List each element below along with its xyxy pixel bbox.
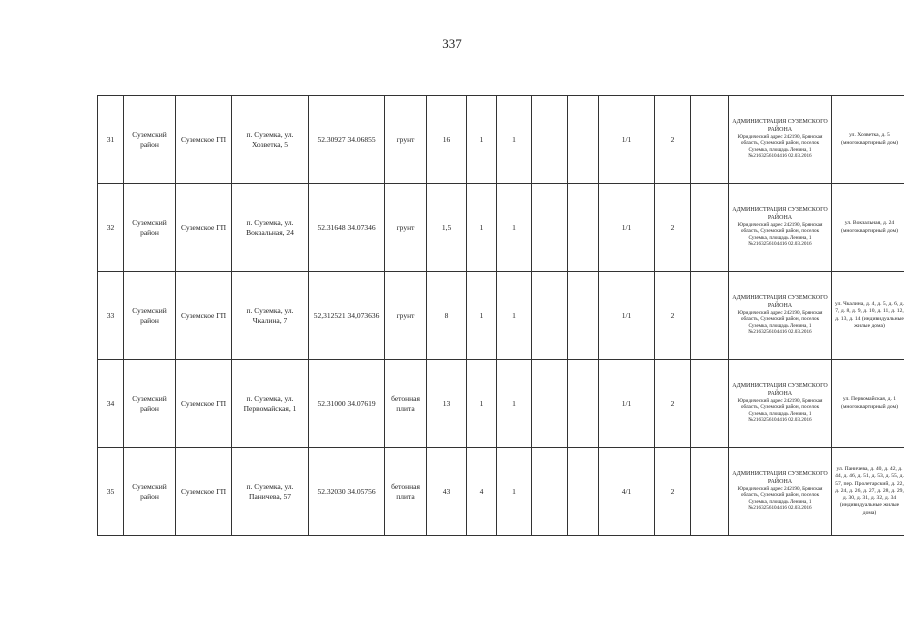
settlement-cell: Суземское ГП bbox=[176, 184, 232, 272]
empty-cell-c bbox=[691, 360, 729, 448]
sources-cell: ул. Хозветка, д. 5 (многоквартирный дом) bbox=[832, 96, 904, 184]
empty-cell-a bbox=[532, 184, 568, 272]
ratio-cell: 1/1 bbox=[599, 360, 655, 448]
ratio-cell: 4/1 bbox=[599, 448, 655, 536]
coordinates-cell: 52,312521 34,073636 bbox=[309, 272, 385, 360]
area-cell: 13 bbox=[427, 360, 467, 448]
area-cell: 16 bbox=[427, 96, 467, 184]
address-cell: п. Суземка, ул. Первомайская, 1 bbox=[232, 360, 309, 448]
row-number: 33 bbox=[98, 272, 124, 360]
containers-count-cell: 1 bbox=[467, 272, 497, 360]
area-cell: 43 bbox=[427, 448, 467, 536]
empty-cell-a bbox=[532, 360, 568, 448]
owner-name: АДМИНИСТРАЦИЯ СУЗЕМСКОГО РАЙОНА bbox=[732, 207, 828, 221]
containers-volume-cell: 1 bbox=[497, 184, 532, 272]
sources-cell: ул. Вокзальная, д. 24 (многоквартирный дом) bbox=[832, 184, 904, 272]
containers-count-cell: 4 bbox=[467, 448, 497, 536]
address-cell: п. Суземка, ул. Хозветка, 5 bbox=[232, 96, 309, 184]
owner-details: Юридический адрес 242190, Брянская область, Суземский район, поселок Суземка, площадь Ленина, 1 №2163256104416 02.03.2016 bbox=[737, 221, 823, 248]
coordinates-cell: 52.31000 34.07619 bbox=[309, 360, 385, 448]
row-number: 32 bbox=[98, 184, 124, 272]
containers-volume-cell: 1 bbox=[497, 272, 532, 360]
address-cell: п. Суземка, ул. Вокзальная, 24 bbox=[232, 184, 309, 272]
coordinates-cell: 52.30927 34.06855 bbox=[309, 96, 385, 184]
containers-volume-cell: 1 bbox=[497, 448, 532, 536]
owner-cell bbox=[729, 360, 832, 448]
owner-details: Юридический адрес 242190, Брянская область, Суземский район, поселок Суземка, площадь Ленина, 1 №2163256104416 02.03.2016 bbox=[737, 309, 823, 336]
frequency-cell: 2 bbox=[655, 184, 691, 272]
owner-cell bbox=[729, 184, 832, 272]
owner-name: АДМИНИСТРАЦИЯ СУЗЕМСКОГО РАЙОНА bbox=[732, 119, 828, 133]
containers-count-cell: 1 bbox=[467, 360, 497, 448]
settlement-cell: Суземское ГП bbox=[176, 272, 232, 360]
containers-volume-cell: 1 bbox=[497, 360, 532, 448]
address-cell: п. Суземка, ул. Паничева, 57 bbox=[232, 448, 309, 536]
owner-details: Юридический адрес 242190, Брянская область, Суземский район, поселок Суземка, площадь Ленина, 1 №2163256104416 02.03.2016 bbox=[737, 133, 823, 160]
surface-cell: бетонная плита bbox=[385, 360, 427, 448]
frequency-cell: 2 bbox=[655, 448, 691, 536]
owner-details: Юридический адрес 242190, Брянская область, Суземский район, поселок Суземка, площадь Ленина, 1 №2163256104416 02.03.2016 bbox=[737, 397, 823, 424]
container-sites-table bbox=[97, 95, 904, 536]
sources-cell: ул. Чкалина, д. 4, д. 5, д. 6, д. 7, д. 8, д. 9, д. 10, д. 11, д. 12, д. 13, д. 14 (индивидуальные жилые дома) bbox=[832, 272, 904, 360]
table-row bbox=[98, 360, 904, 448]
owner-details: Юридический адрес 242190, Брянская область, Суземский район, поселок Суземка, площадь Ленина, 1 №2163256104416 02.03.2016 bbox=[737, 485, 823, 512]
empty-cell-b bbox=[568, 272, 599, 360]
area-cell: 1,5 bbox=[427, 184, 467, 272]
table-row bbox=[98, 96, 904, 184]
settlement-cell: Суземское ГП bbox=[176, 96, 232, 184]
containers-count-cell: 1 bbox=[467, 184, 497, 272]
containers-count-cell: 1 bbox=[467, 96, 497, 184]
coordinates-cell: 52.31648 34.07346 bbox=[309, 184, 385, 272]
owner-cell bbox=[729, 448, 832, 536]
district-cell: Суземский район bbox=[124, 448, 176, 536]
surface-cell: бетонная плита bbox=[385, 448, 427, 536]
owner-cell bbox=[729, 96, 832, 184]
row-number: 31 bbox=[98, 96, 124, 184]
empty-cell-b bbox=[568, 448, 599, 536]
empty-cell-a bbox=[532, 448, 568, 536]
empty-cell-c bbox=[691, 96, 729, 184]
surface-cell: грунт bbox=[385, 184, 427, 272]
row-number: 35 bbox=[98, 448, 124, 536]
empty-cell-b bbox=[568, 96, 599, 184]
coordinates-cell: 52.32030 34.05756 bbox=[309, 448, 385, 536]
surface-cell: грунт bbox=[385, 96, 427, 184]
page-number: 337 bbox=[442, 36, 462, 51]
empty-cell-b bbox=[568, 360, 599, 448]
district-cell: Суземский район bbox=[124, 184, 176, 272]
district-cell: Суземский район bbox=[124, 96, 176, 184]
ratio-cell: 1/1 bbox=[599, 272, 655, 360]
owner-cell bbox=[729, 272, 832, 360]
sources-cell: ул. Паничева, д. 40, д. 42, д. 44, д. 46, д. 51, д. 53, д. 55, д. 57, пер. Пролетарский, д. 22, д. 24, д. 26, д. 27, д. 28, д. 29, д. 30, д. 31, д. 32, д. 34 (индивидуальные жилые дома) bbox=[832, 448, 904, 536]
surface-cell: грунт bbox=[385, 272, 427, 360]
frequency-cell: 2 bbox=[655, 96, 691, 184]
ratio-cell: 1/1 bbox=[599, 96, 655, 184]
containers-volume-cell: 1 bbox=[497, 96, 532, 184]
address-cell: п. Суземка, ул. Чкалина, 7 bbox=[232, 272, 309, 360]
owner-name: АДМИНИСТРАЦИЯ СУЗЕМСКОГО РАЙОНА bbox=[732, 295, 828, 309]
table-row bbox=[98, 184, 904, 272]
empty-cell-a bbox=[532, 96, 568, 184]
empty-cell-c bbox=[691, 184, 729, 272]
area-cell: 8 bbox=[427, 272, 467, 360]
table-row bbox=[98, 272, 904, 360]
frequency-cell: 2 bbox=[655, 272, 691, 360]
sources-cell: ул. Первомайская, д. 1 (многоквартирный дом) bbox=[832, 360, 904, 448]
row-number: 34 bbox=[98, 360, 124, 448]
owner-name: АДМИНИСТРАЦИЯ СУЗЕМСКОГО РАЙОНА bbox=[732, 471, 828, 485]
settlement-cell: Суземское ГП bbox=[176, 448, 232, 536]
frequency-cell: 2 bbox=[655, 360, 691, 448]
empty-cell-c bbox=[691, 272, 729, 360]
district-cell: Суземский район bbox=[124, 360, 176, 448]
owner-name: АДМИНИСТРАЦИЯ СУЗЕМСКОГО РАЙОНА bbox=[732, 383, 828, 397]
settlement-cell: Суземское ГП bbox=[176, 360, 232, 448]
empty-cell-a bbox=[532, 272, 568, 360]
ratio-cell: 1/1 bbox=[599, 184, 655, 272]
table-row bbox=[98, 448, 904, 536]
empty-cell-c bbox=[691, 448, 729, 536]
district-cell: Суземский район bbox=[124, 272, 176, 360]
empty-cell-b bbox=[568, 184, 599, 272]
